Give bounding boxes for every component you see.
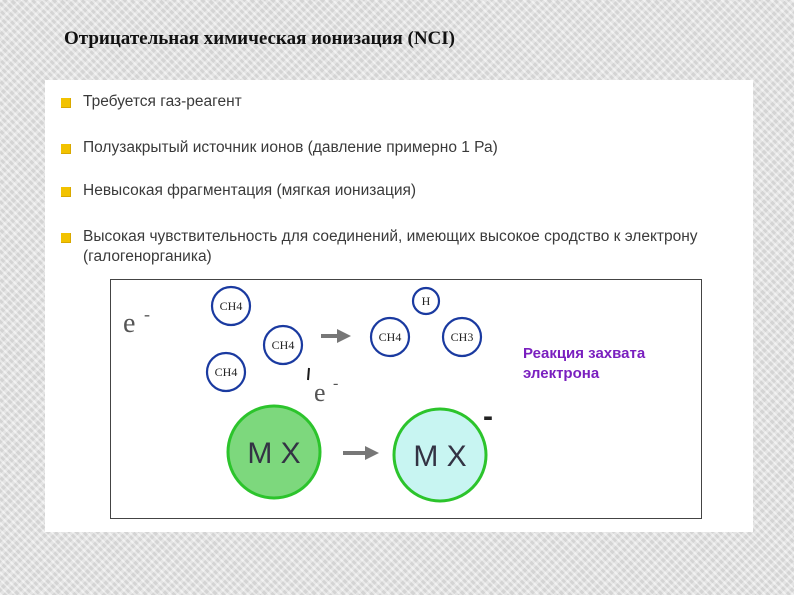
bullet-item bbox=[59, 138, 498, 158]
electron-charge: - bbox=[144, 304, 150, 324]
content-panel bbox=[45, 80, 753, 532]
ch4-molecule bbox=[207, 353, 245, 391]
ch4-label: CH4 bbox=[219, 299, 243, 313]
ch4-label: CH4 bbox=[378, 330, 402, 344]
h-label: H bbox=[421, 294, 431, 308]
reaction-diagram-svg bbox=[111, 280, 700, 517]
ch3-label: CH3 bbox=[450, 330, 474, 344]
bullet-text: Высокая чувствительность для соединений, имеющих высокое сродство к электрону (галогенорганика) bbox=[83, 228, 698, 265]
electron-charge: - bbox=[333, 375, 339, 392]
ch4-molecule bbox=[371, 318, 409, 356]
bullet-text: Невысокая фрагментация (мягкая ионизация) bbox=[83, 182, 417, 199]
analyte-ion bbox=[394, 409, 486, 501]
slide-title: Отрицательная химическая ионизация (NCI) bbox=[64, 28, 455, 49]
reaction-arrow bbox=[321, 329, 351, 343]
reaction-diagram bbox=[110, 279, 702, 519]
ch4-label: CH4 bbox=[271, 338, 295, 352]
bullet-item bbox=[59, 92, 242, 112]
electron-symbol: e bbox=[314, 378, 326, 407]
reaction-label: Реакция захвата электрона bbox=[523, 345, 646, 382]
ch3-molecule bbox=[443, 318, 481, 356]
electron-path-line bbox=[308, 368, 309, 380]
bullet-item bbox=[59, 181, 416, 201]
analyte-molecule bbox=[228, 406, 320, 498]
bullet-square-icon bbox=[61, 187, 71, 197]
bullet-square-icon bbox=[61, 98, 71, 108]
bullet-item bbox=[59, 227, 739, 267]
reaction-arrow bbox=[343, 446, 379, 460]
analyte-ion-label: M X bbox=[413, 440, 467, 473]
ion-charge: - bbox=[483, 400, 493, 433]
bullet-text: Требуется газ-реагент bbox=[83, 93, 242, 110]
ch4-label: CH4 bbox=[214, 365, 238, 379]
bullet-square-icon bbox=[61, 233, 71, 243]
bullet-square-icon bbox=[61, 144, 71, 154]
bullet-text: Полузакрытый источник ионов (давление примерно 1 Ра) bbox=[83, 139, 498, 156]
ch4-molecule bbox=[212, 287, 250, 325]
electron-symbol: e bbox=[123, 308, 136, 339]
h-atom bbox=[413, 288, 439, 314]
ch4-molecule bbox=[264, 326, 302, 364]
analyte-label: M X bbox=[247, 437, 301, 470]
